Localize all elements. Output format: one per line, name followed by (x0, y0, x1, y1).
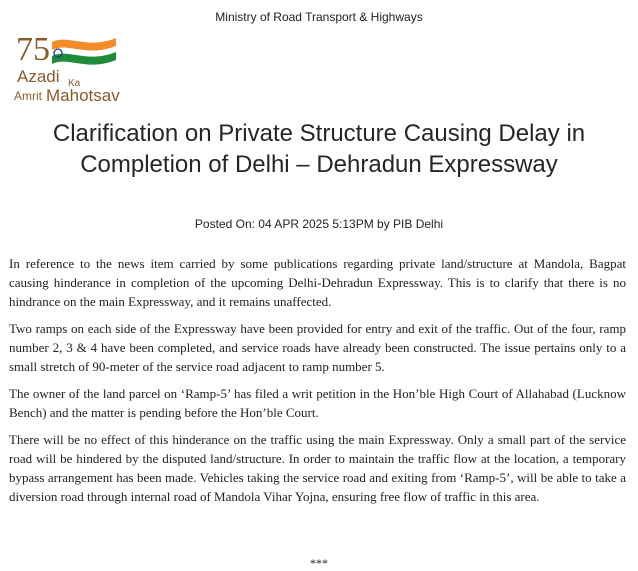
ministry-name: Ministry of Road Transport & Highways (215, 10, 423, 24)
logo-number: 75 (16, 31, 50, 68)
article-paragraph: The owner of the land parcel on ‘Ramp-5’ has filed a writ petition in the Hon’ble High Court of Allahabad (Lucknow Bench) and the matter is pending before the Hon’ble Court. (9, 386, 626, 420)
article-body (9, 254, 626, 514)
azadi-ka-amrit-mahotsav-logo (14, 28, 146, 104)
article-paragraph: Two ramps on each side of the Expressway have been provided for entry and exit of the traffic. Out of the four, ramp number 2, 3 & 4 have been completed, and service roads have already been constructed. The issue pertains only to a small stretch of 90-meter of the service road adjacent to ramp number 5. (9, 321, 626, 374)
logo-amrit: Amrit (14, 89, 42, 103)
article-paragraph: There will be no effect of this hinderance on the traffic using the main Expressway. Only a small part of the service road will be hindered by the disputed land/structure. In order to maintain the traffic flow at the location, a temporary bypass arrangement has been made. Vehicles taking the service road and exiting from ‘Ramp-5’, will be able to take a diversion road through internal road of Mandola Vihar Yojna, ensuring free flow of traffic in this area. (9, 432, 626, 504)
article-paragraph: In reference to the news item carried by some publications regarding private land/structure at Mandola, Bagpat causing hinderance in completion of the upcoming Delhi-Dehradun Expressway. This is to clarify that there is no hindrance on the main Expressway, and it remains unaffected. (9, 256, 626, 309)
logo-graphic (14, 28, 146, 104)
end-separator: *** (310, 556, 328, 570)
logo-mahotsav: Mahotsav (46, 86, 120, 104)
logo-azadi: Azadi (17, 67, 60, 86)
logo-ka: Ka (68, 78, 81, 89)
article-title: Clarification on Private Structure Causing Delay in Completion of Delhi – Dehradun Expressway (52, 120, 586, 178)
posted-on: Posted On: 04 APR 2025 5:13PM by PIB Delhi (194, 217, 444, 231)
